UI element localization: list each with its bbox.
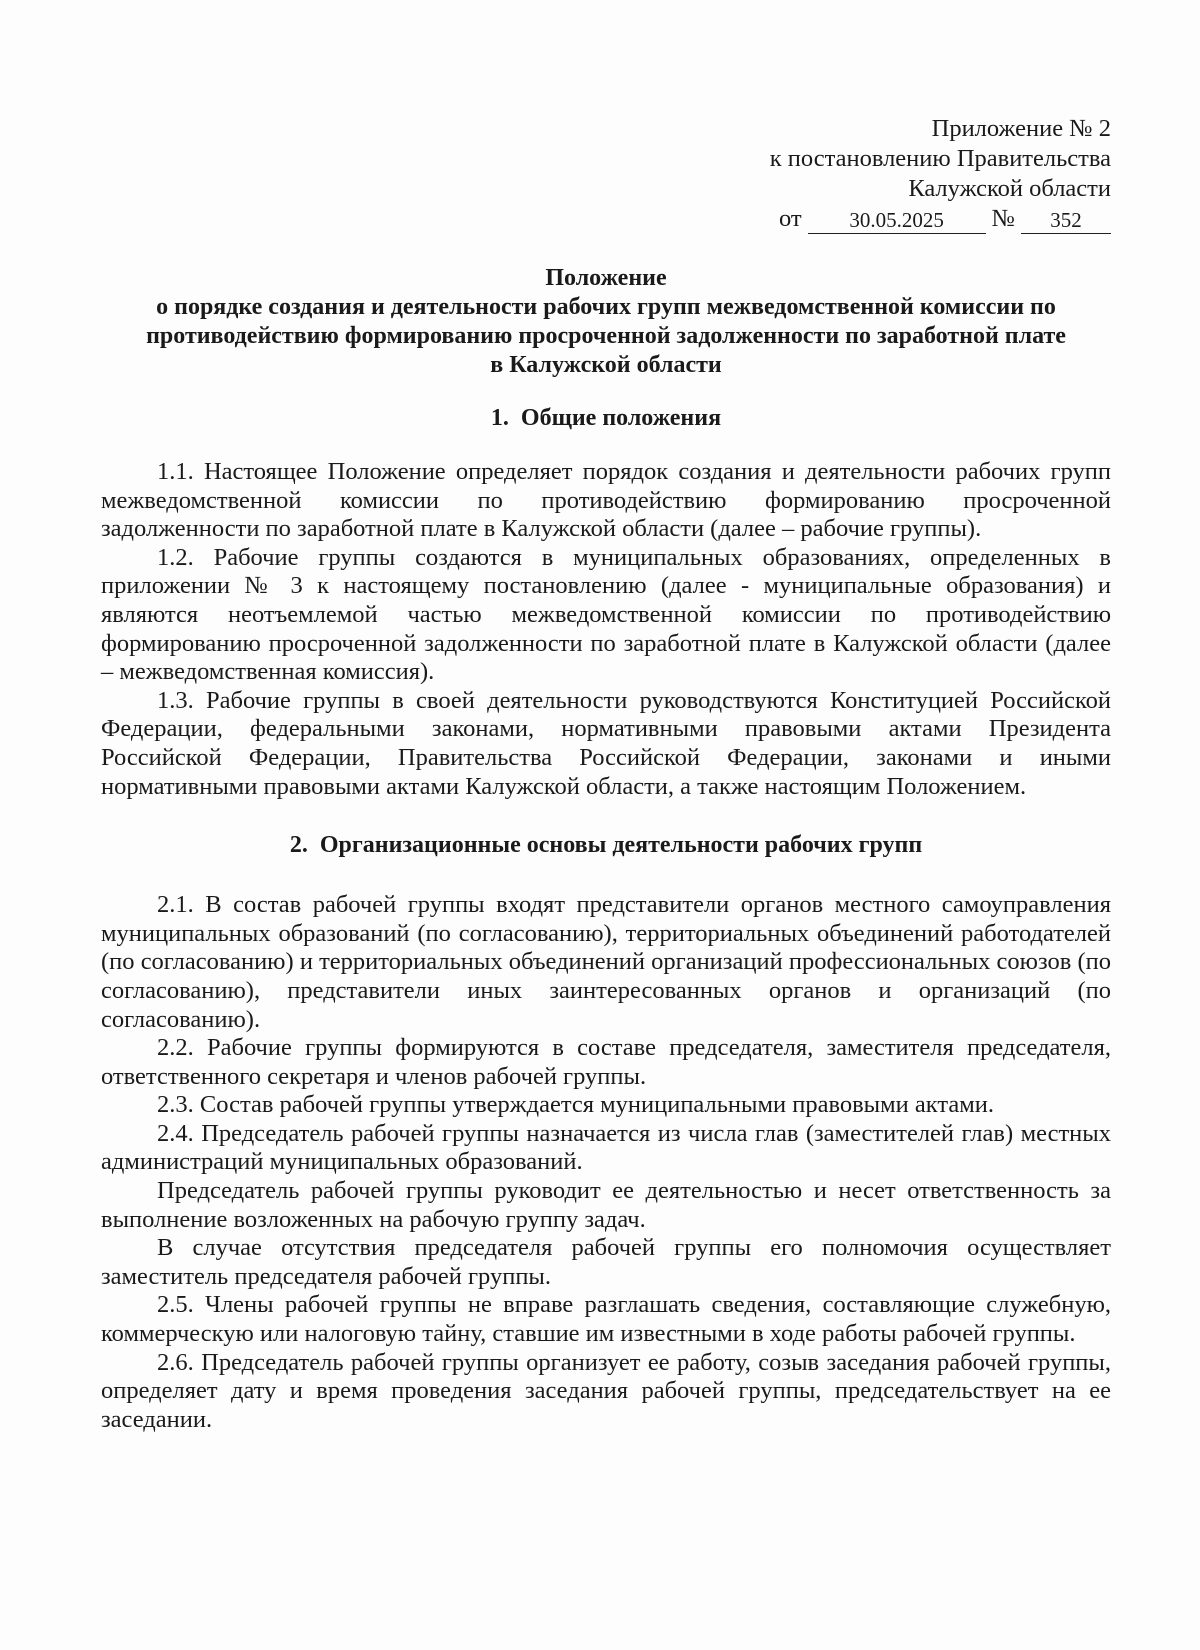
section-title: Общие положения — [520, 405, 722, 431]
title-line-4: в Калужской области — [490, 352, 722, 378]
number-label: № — [991, 205, 1015, 232]
clause-2-4-deputy: В случае отсутствия председателя рабочей группы его полномочия осуществляет заместитель председателя рабочей группы. — [101, 1234, 1111, 1290]
resolution-number: 352 — [1021, 208, 1111, 234]
appendix-block — [770, 114, 1111, 234]
section-number: 1. — [490, 405, 509, 431]
appendix-date-number — [770, 204, 1111, 234]
document-body — [101, 264, 1111, 1434]
clause-2-1: 2.1. В состав рабочей группы входят представители органов местного самоуправления муниципальных образований (по согласованию), территориальных объединений работодателей (по согласованию) и территориальных объединений организаций профессиональных союзов (по согласованию), представители иных заинтересованных органов и организаций (по согласованию). — [101, 891, 1111, 1033]
appendix-region: Калужской области — [908, 175, 1111, 202]
section-heading-2 — [101, 831, 1111, 860]
clause-1-1: 1.1. Настоящее Положение определяет порядок создания и деятельности рабочих групп межведомственной комиссии по противодействию формированию просроченной задолженности по заработной плате в Калужской области (далее – рабочие группы). — [101, 458, 1111, 543]
clause-1-2: 1.2. Рабочие группы создаются в муниципальных образованиях, определенных в приложении № 3 к настоящему постановлению (далее - муниципальные образования) и являются неотъемлемой частью межведомственной комиссии по противодействию формированию просроченной задолженности по заработной плате в Калужской области (далее – межведомственная комиссия). — [101, 543, 1111, 686]
title-line-2: о порядке создания и деятельности рабочих групп межведомственной комиссии по — [156, 294, 1056, 320]
section-number: 2. — [289, 832, 308, 859]
section-heading-1 — [101, 404, 1111, 433]
clause-2-4-chair: Председатель рабочей группы руководит ее деятельностью и несет ответственность за выполнение возложенных на рабочую группу задач. — [101, 1177, 1111, 1233]
clause-2-5: 2.5. Члены рабочей группы не вправе разглашать сведения, составляющие служебную, коммерческую или налоговую тайну, ставшие им известными в ходе работы рабочей группы. — [101, 1291, 1111, 1348]
title-line-1: Положение — [545, 265, 667, 291]
clause-2-3: 2.3. Состав рабочей группы утверждается муниципальными правовыми актами. — [157, 1091, 994, 1119]
clause-1-3: 1.3. Рабочие группы в своей деятельности руководствуются Конституцией Российской Федерации, федеральными законами, нормативными правовыми актами Президента Российской Федерации, Правительства Российской Федерации, законами и иными нормативными правовыми актами Калужской области, а также настоящим Положением. — [101, 686, 1111, 800]
resolution-date: 30.05.2025 — [808, 208, 986, 234]
clause-2-2: 2.2. Рабочие группы формируются в составе председателя, заместителя председателя, ответственного секретаря и членов рабочей группы. — [101, 1034, 1111, 1090]
from-label: от — [778, 205, 802, 232]
clause-2-4: 2.4. Председатель рабочей группы назначается из числа глав (заместителей глав) местных администраций муниципальных образований. — [101, 1119, 1111, 1176]
section-title: Организационные основы деятельности рабочих групп — [319, 832, 923, 859]
appendix-reference: к постановлению Правительства — [769, 145, 1111, 172]
appendix-title: Приложение № 2 — [931, 115, 1111, 142]
document-title — [101, 264, 1111, 380]
clause-2-6: 2.6. Председатель рабочей группы организует ее работу, созыв заседания рабочей группы, определяет дату и время проведения заседания рабочей группы, председательствует на ее заседании. — [101, 1348, 1111, 1433]
title-line-3: противодействию формированию просроченной задолженности по заработной плате — [146, 323, 1066, 349]
